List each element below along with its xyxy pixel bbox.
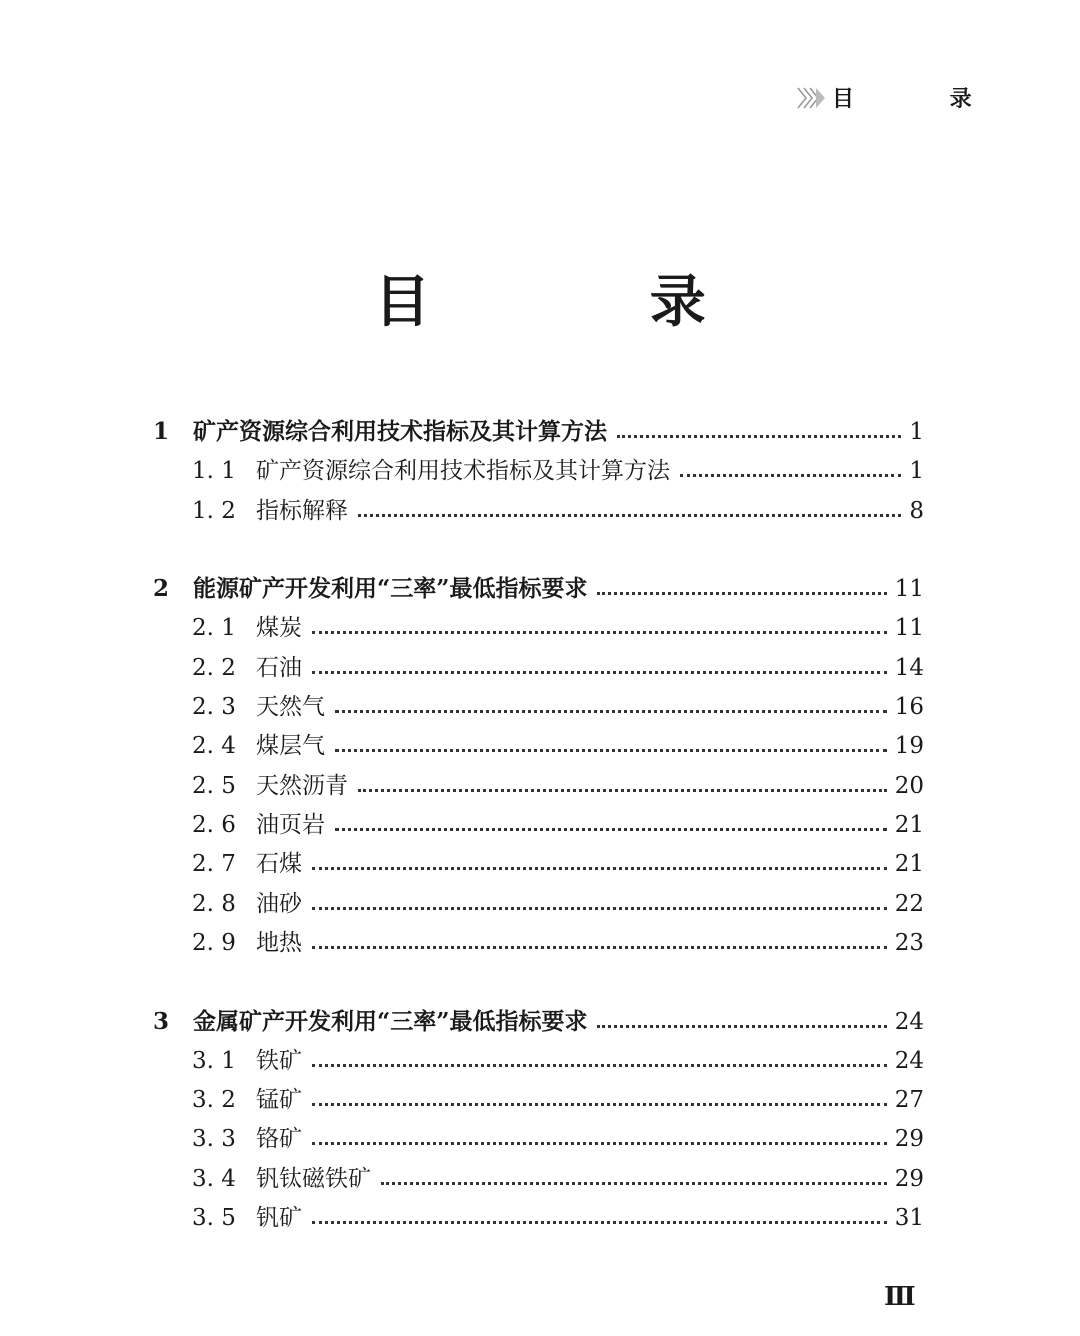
toc-chapter-entry[interactable] xyxy=(0,1005,1080,1039)
toc-dot-leader xyxy=(617,435,901,438)
toc-entry-number: 2. 7 xyxy=(192,851,236,877)
toc-entry-page: 24 xyxy=(887,1005,924,1039)
toc-section-entry[interactable] xyxy=(0,1083,1080,1117)
toc-section-entry[interactable] xyxy=(0,769,1080,803)
toc-entry-title: 铁矿 xyxy=(256,1044,312,1078)
toc-entry-title: 石油 xyxy=(256,651,312,685)
toc-entry-page: 19 xyxy=(887,729,924,763)
toc-section-entry[interactable] xyxy=(0,1044,1080,1078)
toc-entry-number: 2. 1 xyxy=(192,615,236,641)
toc-section-entry[interactable] xyxy=(0,651,1080,685)
toc-chapter-entry[interactable] xyxy=(0,572,1080,606)
toc-dot-leader xyxy=(312,1221,887,1224)
toc-entry-title: 油页岩 xyxy=(256,808,335,842)
toc-dot-leader xyxy=(312,1103,887,1106)
toc-entry-number: 2. 6 xyxy=(192,812,236,838)
toc-dot-leader xyxy=(597,1025,887,1028)
toc-entry-title: 地热 xyxy=(256,926,312,960)
toc-entry-page: 1 xyxy=(901,415,924,449)
toc-entry-title: 矿产资源综合利用技术指标及其计算方法 xyxy=(256,454,680,488)
toc-section-entry[interactable] xyxy=(0,847,1080,881)
toc-section-entry[interactable] xyxy=(0,1122,1080,1156)
toc-dot-leader xyxy=(335,749,887,752)
toc-entry-number: 2. 5 xyxy=(192,773,236,799)
toc-section-entry[interactable] xyxy=(0,611,1080,645)
toc-entry-number: 1 xyxy=(153,418,170,445)
toc-entry-page: 23 xyxy=(887,926,924,960)
toc-section-entry[interactable] xyxy=(0,887,1080,921)
page-title: 目 录 xyxy=(374,269,806,335)
toc-entry-page: 8 xyxy=(901,494,924,528)
toc-entry-number: 1. 1 xyxy=(192,458,236,484)
page-number: Ⅲ xyxy=(884,1282,914,1312)
toc-entry-number: 2. 3 xyxy=(192,694,236,720)
toc-dot-leader xyxy=(312,671,887,674)
toc-dot-leader xyxy=(358,789,887,792)
toc-entry-page: 22 xyxy=(887,887,924,921)
toc-entry-page: 31 xyxy=(887,1201,924,1235)
toc-entry-title: 钒钛磁铁矿 xyxy=(256,1162,381,1196)
toc-entry-page: 29 xyxy=(887,1122,924,1156)
toc-entry-number: 3. 2 xyxy=(192,1087,236,1113)
toc-section-entry[interactable] xyxy=(0,454,1080,488)
toc-entry-number: 3. 4 xyxy=(192,1166,236,1192)
toc-entry-number: 3. 5 xyxy=(192,1205,236,1231)
toc-entry-page: 27 xyxy=(887,1083,924,1117)
toc-entry-page: 1 xyxy=(901,454,924,488)
toc-dot-leader xyxy=(358,514,901,517)
toc-entry-page: 21 xyxy=(887,808,924,842)
toc-entry-title: 铬矿 xyxy=(256,1122,312,1156)
toc-entry-number: 3 xyxy=(153,1008,170,1035)
toc-entry-title: 天然沥青 xyxy=(256,769,358,803)
toc-entry-number: 1. 2 xyxy=(192,498,236,524)
toc-entry-title: 锰矿 xyxy=(256,1083,312,1117)
toc-dot-leader xyxy=(680,474,901,477)
toc-entry-page: 11 xyxy=(887,572,924,606)
toc-entry-page: 20 xyxy=(887,769,924,803)
toc-entry-number: 3. 1 xyxy=(192,1048,236,1074)
toc-entry-page: 14 xyxy=(887,651,924,685)
toc-dot-leader xyxy=(312,631,887,634)
toc-section-entry[interactable] xyxy=(0,1201,1080,1235)
toc-section-entry[interactable] xyxy=(0,494,1080,528)
toc-entry-number: 2. 8 xyxy=(192,891,236,917)
toc-entry-title: 指标解释 xyxy=(256,494,358,528)
chevron-arrows-icon xyxy=(796,86,826,110)
toc-dot-leader xyxy=(312,1142,887,1145)
toc-entry-page: 21 xyxy=(887,847,924,881)
toc-entry-title: 能源矿产开发利用“三率”最低指标要求 xyxy=(193,572,597,606)
toc-chapter-entry[interactable] xyxy=(0,415,1080,449)
toc-entry-number: 2 xyxy=(153,575,170,602)
toc-entry-page: 16 xyxy=(887,690,924,724)
toc-section-entry[interactable] xyxy=(0,926,1080,960)
toc-entry-title: 钒矿 xyxy=(256,1201,312,1235)
toc-entry-title: 矿产资源综合利用技术指标及其计算方法 xyxy=(193,415,617,449)
toc-dot-leader xyxy=(381,1182,887,1185)
toc-dot-leader xyxy=(312,1064,887,1067)
toc-entry-title: 天然气 xyxy=(256,690,335,724)
toc-entry-number: 3. 3 xyxy=(192,1126,236,1152)
toc-section-entry[interactable] xyxy=(0,690,1080,724)
toc-dot-leader xyxy=(597,592,887,595)
toc-entry-title: 石煤 xyxy=(256,847,312,881)
running-head-text: 目 录 xyxy=(832,86,1016,112)
toc-dot-leader xyxy=(335,710,887,713)
running-head xyxy=(796,82,1016,116)
toc-dot-leader xyxy=(312,946,887,949)
toc-section-entry[interactable] xyxy=(0,729,1080,763)
toc-entry-title: 金属矿产开发利用“三率”最低指标要求 xyxy=(193,1005,597,1039)
toc-entry-title: 油砂 xyxy=(256,887,312,921)
toc-dot-leader xyxy=(335,828,887,831)
toc-entry-page: 11 xyxy=(887,611,924,645)
toc-entry-number: 2. 9 xyxy=(192,930,236,956)
toc-dot-leader xyxy=(312,907,887,910)
toc-entry-number: 2. 2 xyxy=(192,655,236,681)
toc-entry-number: 2. 4 xyxy=(192,733,236,759)
toc-section-entry[interactable] xyxy=(0,808,1080,842)
toc-entry-page: 29 xyxy=(887,1162,924,1196)
toc-dot-leader xyxy=(312,867,887,870)
toc-entry-title: 煤层气 xyxy=(256,729,335,763)
toc-section-entry[interactable] xyxy=(0,1162,1080,1196)
toc-entry-page: 24 xyxy=(887,1044,924,1078)
toc-entry-title: 煤炭 xyxy=(256,611,312,645)
